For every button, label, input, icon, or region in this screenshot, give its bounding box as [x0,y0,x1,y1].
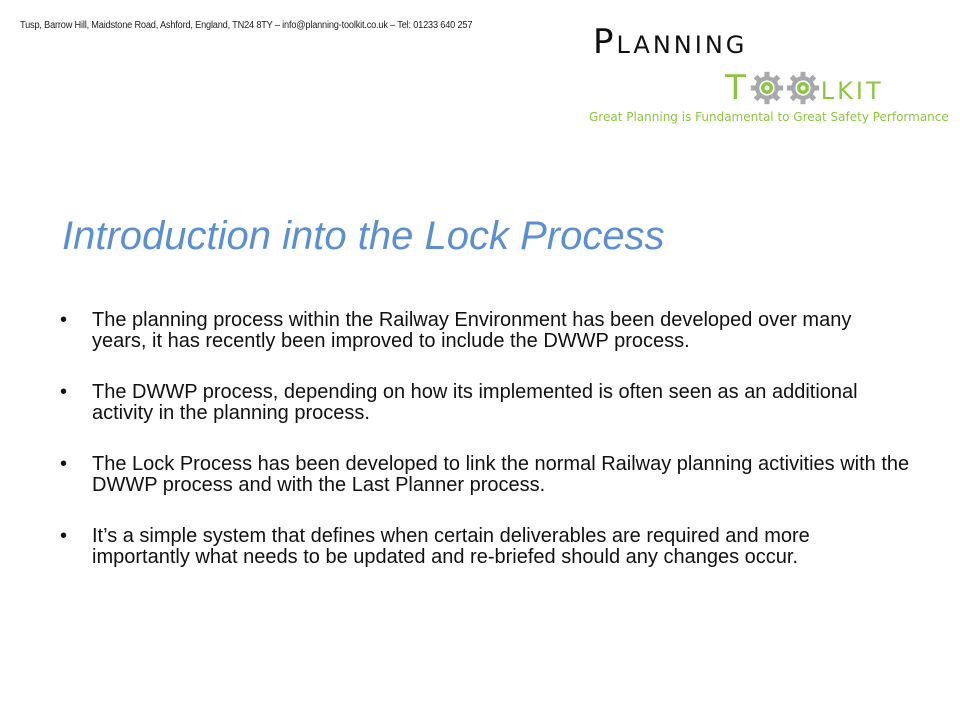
planning-toolkit-logo [585,22,955,132]
bullet-item [60,310,910,352]
bullet-item [60,382,910,424]
slide-title: Introduction into the Lock Process [62,214,665,258]
logo-letters-lkit: lkit [820,68,884,108]
bullet-text: The Lock Process has been developed to link the normal Railway planning activities with the DWWP process and with the Last Planner process. [92,453,910,496]
logo-tagline: Great Planning is Fundamental to Great Safety Performance [589,110,949,124]
gear-icon [750,71,784,105]
logo-word-toolkit [725,66,884,110]
bullet-text: The planning process within the Railway Environment has been developed over many years, it has recently been improved to include the DWWP process. [92,309,852,352]
bullet-marker: • [60,309,68,331]
logo-word-planning: Planning [593,22,748,62]
company-address: Tusp, Barrow Hill, Maidstone Road, Ashford, England, TN24 8TY – info@planning-toolkit.co.uk – Tel: 01233 640 257 [20,20,473,31]
bullet-marker: • [60,453,68,475]
bullet-text: It’s a simple system that defines when certain deliverables are required and more importantly what needs to be updated and re-briefed should any changes occur. [92,525,810,568]
bullet-marker: • [60,525,68,547]
bullet-item [60,454,910,496]
bullet-marker: • [60,381,68,403]
logo-letter-t: T [725,68,749,108]
bullet-text: The DWWP process, depending on how its implemented is often seen as an additional activity in the planning process. [92,381,858,424]
gear-icon [786,71,820,105]
bullet-list [60,310,910,598]
bullet-item [60,526,910,568]
